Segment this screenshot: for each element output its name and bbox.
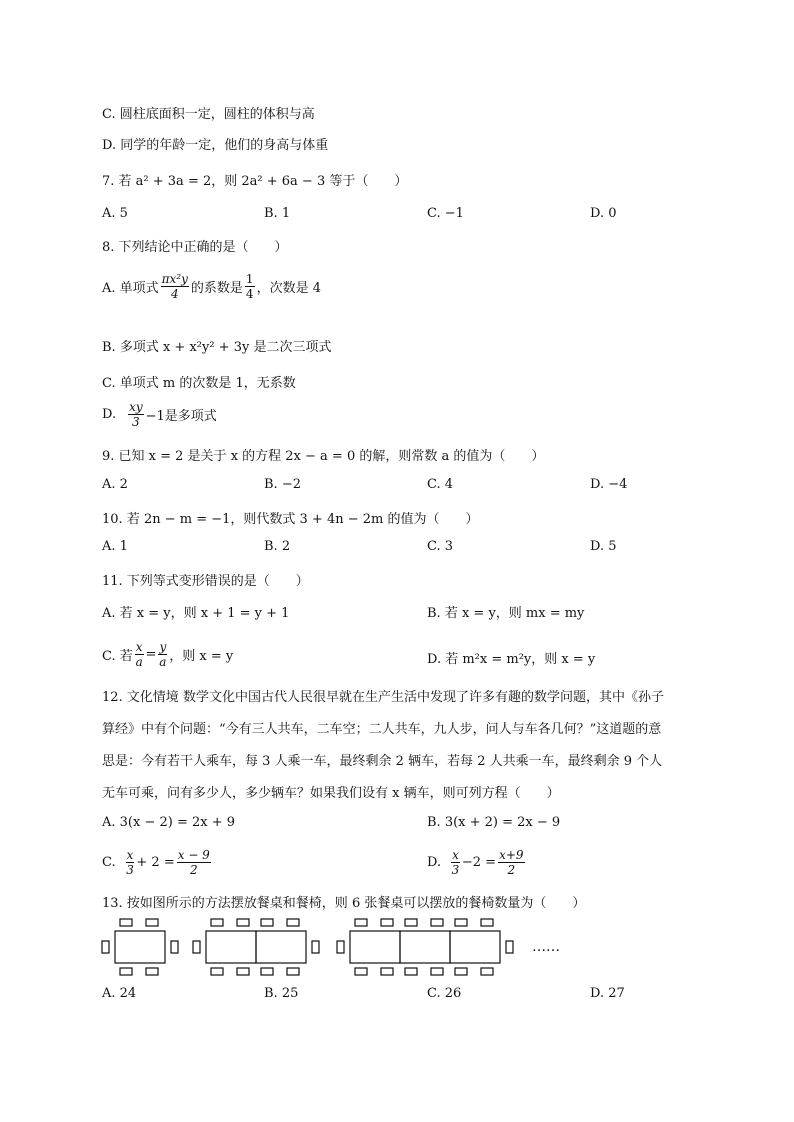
q7-option-d: D. 0 — [590, 206, 617, 221]
chair-icon — [481, 919, 493, 926]
q10-options — [102, 539, 662, 557]
q9-options — [102, 477, 662, 495]
q12d-left-denominator: 3 — [451, 863, 460, 877]
chair-icon — [120, 919, 132, 926]
chair-icon — [102, 941, 109, 953]
q7-option-a: A. 5 — [102, 206, 128, 221]
chair-icon — [237, 968, 249, 975]
q9-option-a: A. 2 — [102, 477, 128, 492]
q8a-monomial-fraction — [161, 272, 189, 301]
table-rect — [256, 931, 306, 963]
chair-icon — [431, 968, 443, 975]
chair-icon — [381, 919, 393, 926]
q12c-right-fraction — [177, 848, 211, 877]
q12d-right-denominator: 2 — [507, 863, 516, 877]
q7-option-c: C. −1 — [427, 206, 464, 221]
q12d-prefix: D. — [427, 855, 442, 870]
q10-stem: 10. 若 2n − m = −1，则代数式 3 + 4n − 2m 的值为（ ） — [102, 512, 479, 527]
chair-icon — [287, 919, 299, 926]
q7-stem: 7. 若 a² + 3a = 2，则 2a² + 6a − 3 等于（ ） — [102, 174, 408, 189]
q9-option-d: D. −4 — [590, 477, 628, 492]
q13-option-c: C. 26 — [427, 986, 462, 1001]
chair-icon — [455, 919, 467, 926]
table-arrangement-2 — [193, 919, 319, 975]
q8-stem: 8. 下列结论中正确的是（ ） — [102, 240, 288, 255]
q8-option-b: B. 多项式 x + x²y² + 3y 是二次三项式 — [102, 340, 332, 355]
q12-option-c — [102, 848, 213, 877]
q9-option-c: C. 4 — [427, 477, 454, 492]
q8d-fraction — [128, 400, 144, 429]
q6-option-c: C. 圆柱底面积一定，圆柱的体积与高 — [102, 107, 315, 122]
q11-stem: 11. 下列等式变形错误的是（ ） — [102, 574, 309, 589]
q12c-right-denominator: 2 — [189, 863, 198, 877]
q12d-left-numerator: x — [452, 848, 459, 862]
q12d-middle: −2 = — [461, 855, 497, 870]
q13-stem: 13. 按如图所示的方法摆放餐桌和餐椅，则 6 张餐桌可以摆放的餐椅数量为（ ） — [102, 896, 586, 911]
q8-option-c: C. 单项式 m 的次数是 1，无系数 — [102, 376, 296, 391]
chair-icon — [237, 919, 249, 926]
chair-icon — [405, 968, 417, 975]
q8a-middle: 的系数是 — [190, 281, 243, 296]
q11c-equals: = — [145, 647, 157, 662]
q12d-left-fraction — [451, 848, 460, 877]
q12c-left-numerator: x — [126, 848, 134, 862]
q8-option-d — [102, 400, 217, 429]
q8a-coefficient-denominator: 4 — [245, 287, 254, 301]
q8-option-a — [102, 272, 321, 301]
q8a-monomial-numerator: πx²y — [161, 272, 188, 286]
q8d-suffix: −1是多项式 — [145, 409, 217, 424]
q12-option-d — [427, 848, 527, 877]
q12c-prefix: C. — [102, 855, 116, 870]
table-arrangement-1 — [102, 919, 178, 975]
q11-option-b: B. 若 x = y，则 mx = my — [427, 606, 585, 621]
tables-diagram — [100, 915, 580, 977]
table-rect — [350, 931, 400, 963]
q8a-prefix: A. 单项式 — [102, 281, 159, 296]
chair-icon — [506, 941, 513, 953]
chair-icon — [287, 968, 299, 975]
q11c-right-fraction — [158, 640, 167, 669]
q11c-left-fraction — [135, 640, 144, 669]
q11c-right-denominator: a — [159, 655, 167, 669]
chair-icon — [146, 968, 158, 975]
q12-stem: 12. 文化情境 数学文化中国古代人民很早就在生产生活中发现了许多有趣的数学问题，其中《孙子算经》中有个问题：“今有三人共车，二车空；二人共车，九人步，问人与车各几何？”这道题的意思是：今有若干人乘车，每 3 人乘一车，最终剩余 2 辆车，若每 2 人共乘一车，最终剩余 9 个人无车可乘，问有多少人，多少辆车？如果我们设有 x 辆车，则可列方程（ ） — [102, 690, 664, 801]
chair-icon — [211, 919, 223, 926]
table-arrangement-3 — [337, 919, 513, 975]
q8d-prefix: D. — [102, 407, 117, 422]
q13-option-d: D. 27 — [590, 986, 625, 1001]
chair-icon — [261, 968, 273, 975]
q7-option-b: B. 1 — [264, 206, 291, 221]
q13-option-b: B. 25 — [264, 986, 299, 1001]
q10-option-c: C. 3 — [427, 539, 454, 554]
q9-option-b: B. −2 — [264, 477, 301, 492]
q11c-right-numerator: y — [159, 640, 167, 654]
q6-option-d: D. 同学的年龄一定，他们的身高与体重 — [102, 138, 329, 153]
chair-icon — [120, 968, 132, 975]
q12d-right-fraction — [498, 848, 524, 877]
q13-option-a: A. 24 — [102, 986, 137, 1001]
q10-option-a: A. 1 — [102, 539, 128, 554]
q12-option-b: B. 3(x + 2) = 2x − 9 — [427, 815, 561, 830]
q8a-coefficient-fraction — [245, 272, 255, 301]
q11-option-d: D. 若 m²x = m²y，则 x = y — [427, 652, 596, 667]
q11c-left-denominator: a — [135, 655, 143, 669]
chair-icon — [146, 919, 158, 926]
table-rect — [450, 931, 500, 963]
chair-icon — [312, 941, 319, 953]
q9-stem: 9. 已知 x = 2 是关于 x 的方程 2x − a = 0 的解，则常数 a 的值为（ ） — [102, 449, 545, 464]
chair-icon — [171, 941, 178, 953]
ellipsis: …… — [532, 939, 560, 955]
table-rect — [206, 931, 256, 963]
q8a-monomial-denominator: 4 — [170, 287, 179, 301]
table-rect — [115, 931, 165, 963]
q8d-denominator: 3 — [132, 415, 140, 429]
table-rect — [400, 931, 450, 963]
chair-icon — [381, 968, 393, 975]
chair-icon — [455, 968, 467, 975]
chair-icon — [193, 941, 200, 953]
chair-icon — [355, 968, 367, 975]
q11-option-c — [102, 640, 233, 669]
q10-option-d: D. 5 — [590, 539, 617, 554]
q8d-numerator: xy — [129, 400, 143, 414]
chair-icon — [481, 968, 493, 975]
q12c-left-denominator: 3 — [126, 863, 134, 877]
q12c-left-fraction — [126, 848, 135, 877]
chair-icon — [405, 919, 417, 926]
q11c-left-numerator: x — [135, 640, 143, 654]
q12c-middle: + 2 = — [136, 855, 175, 870]
q11-option-a: A. 若 x = y，则 x + 1 = y + 1 — [102, 606, 290, 621]
q12d-right-numerator: x+9 — [499, 848, 524, 862]
q8a-coefficient-numerator: 1 — [245, 272, 254, 286]
chair-icon — [431, 919, 443, 926]
q12-option-a: A. 3(x − 2) = 2x + 9 — [102, 815, 236, 830]
q10-option-b: B. 2 — [264, 539, 291, 554]
q12c-right-numerator: x − 9 — [177, 848, 210, 862]
chair-icon — [337, 941, 344, 953]
q11c-prefix: C. 若 — [102, 649, 133, 664]
q8a-suffix: ，次数是 4 — [256, 281, 321, 296]
q11c-suffix: ，则 x = y — [169, 649, 234, 664]
chair-icon — [211, 968, 223, 975]
q13-options — [102, 986, 662, 1004]
q7-options — [102, 206, 662, 224]
chair-icon — [261, 919, 273, 926]
chair-icon — [355, 919, 367, 926]
